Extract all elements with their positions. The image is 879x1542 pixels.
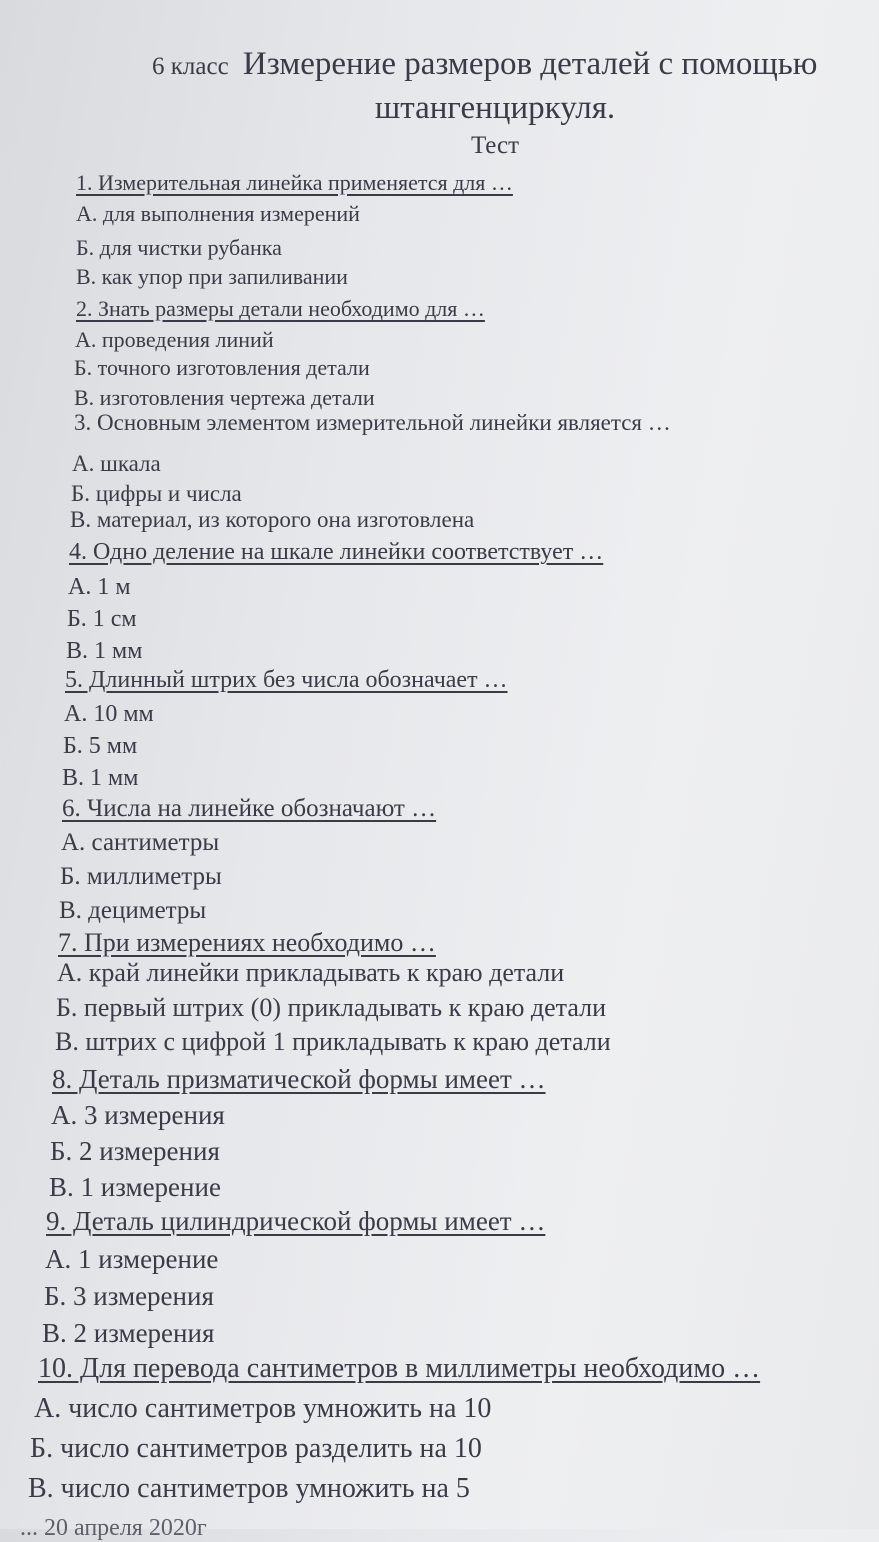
answer-option: В. 1 мм <box>62 765 139 791</box>
answer-option: В. 1 измерение <box>49 1172 221 1202</box>
answer-option: В. штрих с цифрой 1 прикладывать к краю детали <box>55 1027 611 1056</box>
question-text: 1. Измерительная линейка применяется для … <box>76 170 513 195</box>
question-text: 7. При измерениях необходимо … <box>58 928 436 957</box>
question-text: 2. Знать размеры детали необходимо для … <box>76 296 485 321</box>
question-text: 6. Числа на линейке обозначают … <box>62 795 437 822</box>
answer-option: Б. 5 мм <box>63 733 138 759</box>
answer-option: А. 1 м <box>68 574 131 600</box>
title-line-1: Измерение размеров деталей с помощью <box>242 46 818 82</box>
answer-option: 3. Основным элементом измерительной линейки является … <box>74 410 671 435</box>
question-text: 8. Деталь призматической формы имеет … <box>52 1064 546 1094</box>
answer-option: Б. 2 измерения <box>50 1136 220 1166</box>
answer-option: В. дециметры <box>59 897 207 924</box>
answer-option: Б. точного изготовления детали <box>74 355 370 380</box>
answer-option: Б. первый штрих (0) прикладывать к краю детали <box>56 993 606 1022</box>
grade-label: 6 класс <box>152 53 229 80</box>
page-title <box>152 44 852 87</box>
answer-option: Б. 3 измерения <box>44 1281 214 1311</box>
answer-option: А. 10 мм <box>64 701 154 727</box>
answer-option: В. число сантиметров умножить на 5 <box>28 1473 470 1504</box>
answer-option: А. для выполнения измерений <box>76 201 360 226</box>
answer-option: Б. 1 см <box>67 606 137 632</box>
footer-note: ... 20 апреля 2020г <box>20 1515 207 1541</box>
answer-option: Б. для чистки рубанка <box>76 235 282 260</box>
answer-option: Б. цифры и числа <box>71 481 242 506</box>
answer-option: Б. число сантиметров разделить на 10 <box>30 1433 482 1464</box>
test-subtitle: Тест <box>470 132 520 159</box>
answer-option: А. край линейки прикладывать к краю детали <box>57 958 565 987</box>
answer-option: А. 3 измерения <box>51 1100 225 1130</box>
answer-option: А. шкала <box>72 451 161 476</box>
answer-option: В. как упор при запиливании <box>76 264 348 289</box>
answer-option: В. 1 мм <box>66 638 143 664</box>
question-text: 5. Длинный штрих без числа обозначает … <box>65 667 508 693</box>
answer-option: А. сантиметры <box>61 829 220 856</box>
answer-option: В. материал, из которого она изготовлена <box>70 507 475 532</box>
answer-option: А. проведения линий <box>75 327 274 352</box>
question-text: 10. Для перевода сантиметров в миллиметры необходимо … <box>38 1353 761 1384</box>
question-text: 4. Одно деление на шкале линейки соответствует … <box>69 539 604 565</box>
title-line-2: штангенциркуля. <box>374 90 616 126</box>
answer-option: А. 1 измерение <box>45 1244 219 1274</box>
question-text: 9. Деталь цилиндрической формы имеет … <box>46 1206 546 1236</box>
answer-option: А. число сантиметров умножить на 10 <box>34 1393 492 1424</box>
answer-option: В. 2 измерения <box>42 1318 215 1348</box>
answer-option: Б. миллиметры <box>60 863 222 890</box>
answer-option: В. изготовления чертежа детали <box>74 385 375 410</box>
